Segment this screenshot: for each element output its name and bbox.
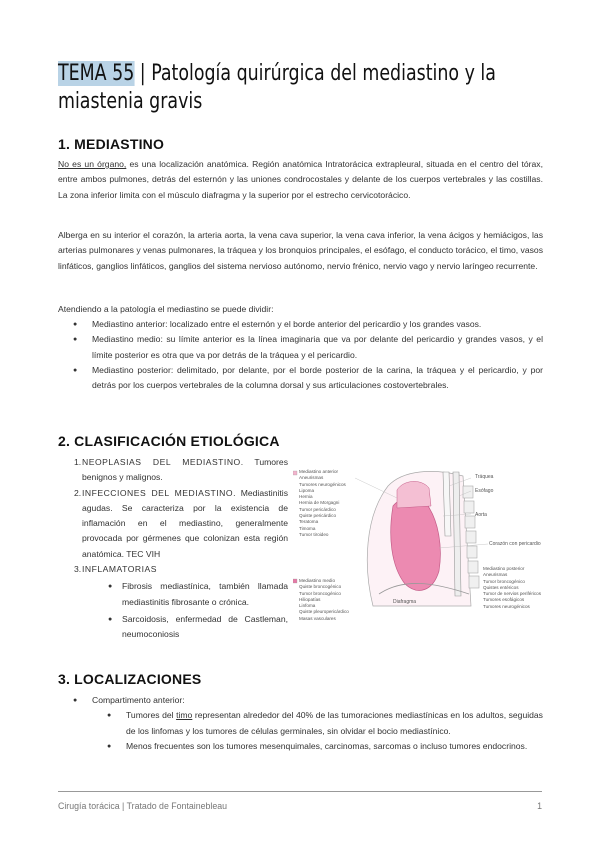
- label-diaphragm: Diafragma: [393, 599, 417, 605]
- legend-label: Tumor de nervios periféricos: [483, 591, 542, 597]
- item-heading: INFECCIONES DEL MEDIASTINO.: [82, 487, 236, 498]
- page-title: [58, 60, 498, 116]
- section-heading-localizaciones: 3. LOCALIZACIONES: [58, 671, 202, 687]
- title-topic-number: TEMA 55: [58, 61, 135, 86]
- paragraph-contents: Alberga en su interior el corazón, la arteria aorta, la vena cava superior, la vena cava inferior, la vena ácigos y hemiácigos, las arterias pulmonares y venas pulmonares, la tráquea y los bronquios principales, el esófago, el conducto torácico, el timo, vasos linfáticos, ganglios linfáticos, ganglios del sistema nervioso autónomo, nervio frénico, nervio vago y nervio laríngeo recurrente.: [58, 230, 543, 271]
- anterior-region-shape: [397, 481, 431, 508]
- legend-label: Hiliopatías: [299, 596, 321, 602]
- legend-swatch-middle: [293, 579, 297, 583]
- section-heading-clasificacion: 2. CLASIFICACIÓN ETIOLÓGICA: [58, 433, 280, 449]
- list-item: [58, 455, 288, 486]
- page-footer: [58, 801, 542, 811]
- legend-label: Aneurismas: [483, 572, 508, 578]
- legend-label: Mediastino posterior: [483, 566, 525, 571]
- text-fragment: representan alrededor del 40% de las tumoraciones mediastínicas en los adultos, seguidas de los linfomas y los tumores de células germinales, sin olvidar el bocio mediastínico.: [126, 710, 543, 736]
- underlined-term: timo: [176, 710, 193, 721]
- legend-label: Hernia de Morgagni: [299, 500, 340, 506]
- legend-label: Tumores esofágicos: [483, 597, 525, 603]
- list-item: [58, 486, 288, 562]
- item-text: Tumores benignos y malignos.: [82, 457, 288, 483]
- label-aorta: Aorta: [475, 512, 487, 518]
- item-number: 2.: [74, 487, 82, 498]
- legend-label: Tumor tiroideo: [299, 531, 329, 537]
- label-heart: Corazón con pericardio: [489, 541, 541, 547]
- item-text: Mediastinitis agudas. Se caracteriza por la existencia de inflamación en el mediastino, generalmente provocada por gérmenes que colonizan esta región anatómica. TEC VIH: [82, 487, 288, 559]
- list-item: ● Fibrosis mediastínica, también llamada mediastinitis fibrosante o crónica.: [82, 579, 288, 610]
- list-item: [92, 739, 543, 754]
- legend-label: Aneurismas: [299, 475, 324, 481]
- legend-label: Lipoma: [299, 487, 315, 493]
- page-number: 1: [537, 801, 542, 811]
- legend-label: Tumor broncogénico: [483, 578, 525, 584]
- paragraph-division-intro: Atendiendo a la patología el mediastino se puede dividir:: [58, 304, 274, 314]
- item-number: 1.: [74, 457, 82, 467]
- text-fragment: Tumores del: [126, 710, 177, 721]
- item-heading: NEOPLASIAS DEL MEDIASTINO.: [82, 457, 244, 467]
- section-heading-mediastino: 1. MEDIASTINO: [58, 136, 165, 152]
- legend-label: Tumor broncogénico: [299, 590, 341, 596]
- list-item: ● Mediastino posterior: delimitado, por delante, por el borde posterior de la carina, la tráquea y el pericardio, y por detrás por los cuerpos vertebrales de la columna dorsal y sus articulaciones costovertebrales.: [58, 363, 543, 394]
- list-item: ● Mediastino medio: su límite anterior es la línea imaginaria que va por delante del pericardio y grandes vasos, y el límite posterior es otra que va por detrás de la tráquea y el pericardio.: [58, 332, 543, 363]
- text-fragment: Menos frecuentes son los tumores mesenquimales, carcinomas, sarcomas o incluso tumores endocrinos.: [126, 740, 528, 751]
- legend-label: Tumores neurogénicos: [483, 603, 530, 609]
- legend-label: Tumor pericárdico: [299, 506, 336, 512]
- footer-divider: [58, 791, 542, 792]
- legend-middle-list: [299, 578, 349, 622]
- underlined-phrase: No es un órgano,: [58, 159, 127, 169]
- paragraph-definition: [58, 157, 543, 203]
- title-text: | Patología quirúrgica del mediastino y la miastenia gravis: [58, 61, 496, 114]
- footer-text: Cirugía torácica | Tratado de Fontainebleau: [58, 801, 228, 811]
- legend-label: Quiste pericárdico: [299, 513, 337, 519]
- legend-label: Linfoma: [299, 603, 316, 609]
- anterior-compartment-sublist: [92, 708, 543, 754]
- label-esophagus: Esófago: [475, 488, 494, 494]
- item-heading: INFLAMATORIAS: [82, 564, 157, 575]
- legend-swatch-anterior: [293, 471, 297, 475]
- list-item: ● Sarcoidosis, enfermedad de Castleman, neumoconiosis: [82, 612, 288, 643]
- list-item: [58, 562, 288, 642]
- inflammatory-sublist: [82, 579, 288, 642]
- list-item: [92, 708, 543, 739]
- legend-label: Mediastino medio: [299, 578, 336, 583]
- legend-label: Hernia: [299, 494, 313, 500]
- locations-list: [58, 693, 543, 754]
- legend-label: Timoma: [299, 525, 316, 531]
- mediastinum-division-list: [58, 317, 543, 393]
- legend-label: Mediastino anterior: [299, 469, 339, 474]
- list-item-label: Compartimento anterior:: [92, 695, 185, 705]
- label-trachea: Tráquea: [475, 474, 494, 480]
- etiology-list: [58, 455, 288, 643]
- paragraph-definition-text: es una localización anatómica. Región anatómica Intratorácica extrapleural, situada en el centro del tórax, entre ambos pulmones, detrás del esternón y las uniones condrocostales y delante de los cuerpos vertebrales y las costillas. La zona inferior limita con el músculo diafragma y la superior por el estrecho cervicotorácico.: [58, 159, 543, 200]
- item-number: 3.: [74, 564, 82, 575]
- legend-label: Quistes entéricos: [483, 584, 519, 590]
- legend-label: Tumores neurogénicos: [299, 481, 346, 487]
- mediastinum-diagram: [293, 466, 553, 621]
- legend-anterior-list: [299, 469, 346, 538]
- list-item: [58, 693, 543, 754]
- legend-label: Masas vasculares: [299, 615, 336, 621]
- legend-posterior-list: [483, 566, 541, 610]
- legend-label: Quiste broncogénico: [299, 584, 342, 590]
- legend-label: Quiste pleuropericárdico: [299, 609, 349, 615]
- legend-label: Teratoma: [299, 519, 319, 525]
- list-item: ● Mediastino anterior: localizado entre el esternón y el borde anterior del pericardio y los grandes vasos.: [58, 317, 543, 332]
